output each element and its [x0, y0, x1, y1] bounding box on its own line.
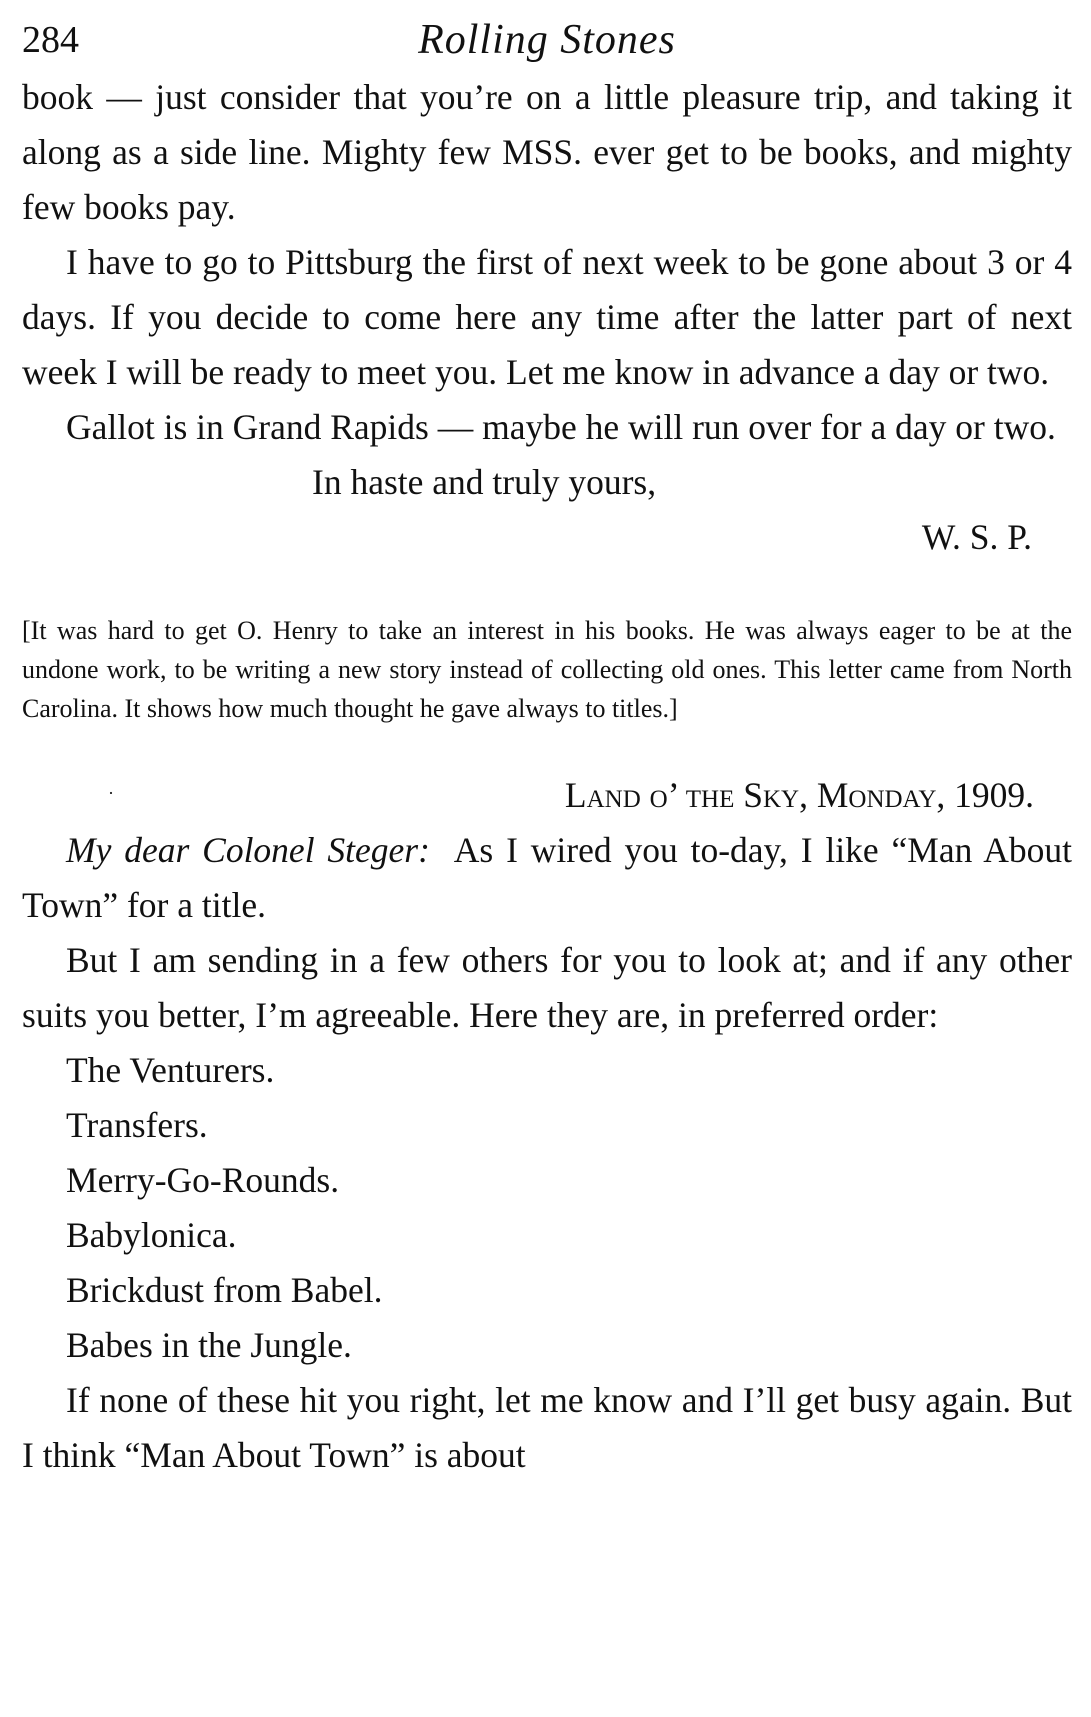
- proposed-title: Brickdust from Babel.: [66, 1270, 383, 1310]
- running-title: Rolling Stones: [418, 17, 676, 63]
- letter-two: [22, 823, 1072, 1483]
- letter-two-dateline-row: [22, 768, 1072, 823]
- book-page: [22, 18, 1072, 1483]
- letter-two-salutation: My dear Colonel Steger:: [66, 830, 430, 870]
- proposed-title: The Venturers.: [66, 1050, 275, 1090]
- letter-two-dateline: Land o’ the Sky, Monday, 1909.: [564, 775, 1034, 815]
- page-header: [22, 18, 1072, 70]
- letter-one-continuation: book — just consider that you’re on a little pleasure trip, and taking it along as a side line. Mighty few MSS. ever get to be books, and mighty few books pay.: [22, 77, 1072, 227]
- letter-two-paragraph-3: If none of these hit you right, let me know and I’ll get busy again. But I think “Man About Town” is about: [22, 1380, 1072, 1475]
- proposed-title: Merry-Go-Rounds.: [66, 1160, 340, 1200]
- letter-one-signature: W. S. P.: [921, 517, 1032, 557]
- proposed-title: Babylonica.: [66, 1215, 237, 1255]
- letter-one-paragraph-2: I have to go to Pittsburg the first of next week to be gone about 3 or 4 days. If you decide to come here any time after the latter part of next week I will be ready to meet you. Let me know in advance a day or two.: [22, 242, 1072, 392]
- letter-one-paragraph-3: Gallot is in Grand Rapids — maybe he will run over for a day or two.: [66, 407, 1056, 447]
- letter-two-opening: As I wired you to-day, I like “Man About Town” for a title.: [22, 830, 1073, 925]
- proposed-title: Babes in the Jungle.: [66, 1325, 352, 1365]
- letter-one-closing: In haste and truly yours,: [312, 462, 657, 502]
- letter-two-paragraph-2: But I am sending in a few others for you to look at; and if any other suits you better, I’m agreeable. Here they are, in preferred order:: [22, 940, 1072, 1035]
- page-number: 284: [22, 19, 79, 61]
- proposed-title: Transfers.: [66, 1105, 208, 1145]
- stray-print-mark: ·: [108, 783, 114, 803]
- letter-two-opening-paragraph: [22, 823, 1072, 933]
- proposed-titles-list: [22, 1043, 1072, 1373]
- letter-one: [22, 70, 1072, 565]
- editorial-note: [It was hard to get O. Henry to take an interest in his books. He was always eager to be at the undone work, to be writing a new story instead of collecting old ones. This letter came from North Carolina. It shows how much thought he gave always to titles.]: [22, 616, 1072, 723]
